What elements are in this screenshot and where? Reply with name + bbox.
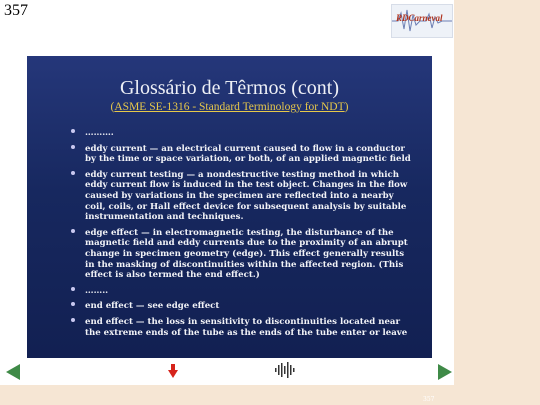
glossary-item xyxy=(85,170,415,223)
down-arrow-icon[interactable] xyxy=(168,364,178,378)
bullet-icon xyxy=(71,129,75,133)
bullet-icon xyxy=(71,287,75,291)
glossary-item xyxy=(85,301,415,312)
glossary-item-text: end effect — the loss in sensitivity to discontinuities located near the extreme ends of the tube as the ends of the tube enter or leave xyxy=(85,316,408,338)
bullet-icon xyxy=(71,229,75,233)
page-number: 357 xyxy=(4,2,28,19)
subtitle-open-paren: ( xyxy=(110,101,115,113)
slide xyxy=(27,56,435,403)
glossary-item xyxy=(85,317,415,338)
glossary-item-text: eddy current testing — a nondestructive testing method in which eddy current flow is induced in the test object. Changes in the flow caused by variations in the specimen are reflected into a nearby coil, coils, or Hall effect device for subsequent analysis by suitable instrumentation and techniques. xyxy=(85,169,408,223)
bullet-icon xyxy=(71,171,75,175)
slide-title: Glossário de Têrmos (cont) xyxy=(119,77,340,99)
logo xyxy=(391,4,453,38)
glossary-item xyxy=(85,128,415,139)
next-arrow-icon[interactable] xyxy=(438,364,452,380)
audio-waveform-icon[interactable] xyxy=(274,362,296,378)
logo-text: RDCarneval xyxy=(396,13,443,23)
bullet-icon xyxy=(71,145,75,149)
standard-link[interactable]: ASME SE-1316 - Standard Terminology for NDT xyxy=(114,101,345,113)
glossary-item-text: edge effect — in electromagnetic testing, the disturbance of the magnetic field and eddy currents due to the proximity of an abrupt change in specimen geometry (edge). This effect generally results in the masking of discontinuities within the affected region. (This effect is also termed the end effect.) xyxy=(85,227,408,281)
slide-subtitle xyxy=(27,101,432,113)
glossary-item-text: …….. xyxy=(85,285,109,296)
bullet-icon xyxy=(71,302,75,306)
previous-arrow-icon[interactable] xyxy=(6,364,20,380)
glossary-item-text: eddy current — an electrical current caused to flow in a conductor by the time or space variation, or both, of an applied magnetic field xyxy=(85,143,411,165)
glossary-item xyxy=(85,228,415,281)
slide-corner-number: 357 xyxy=(423,396,435,403)
glossary-item xyxy=(85,144,415,165)
glossary-item xyxy=(85,286,415,297)
glossary-item-text: ………. xyxy=(85,128,114,138)
subtitle-close-paren: ) xyxy=(344,101,349,113)
glossary-item-text: end effect — see edge effect xyxy=(85,301,220,312)
glossary-list xyxy=(85,128,415,343)
bullet-icon xyxy=(71,318,75,322)
